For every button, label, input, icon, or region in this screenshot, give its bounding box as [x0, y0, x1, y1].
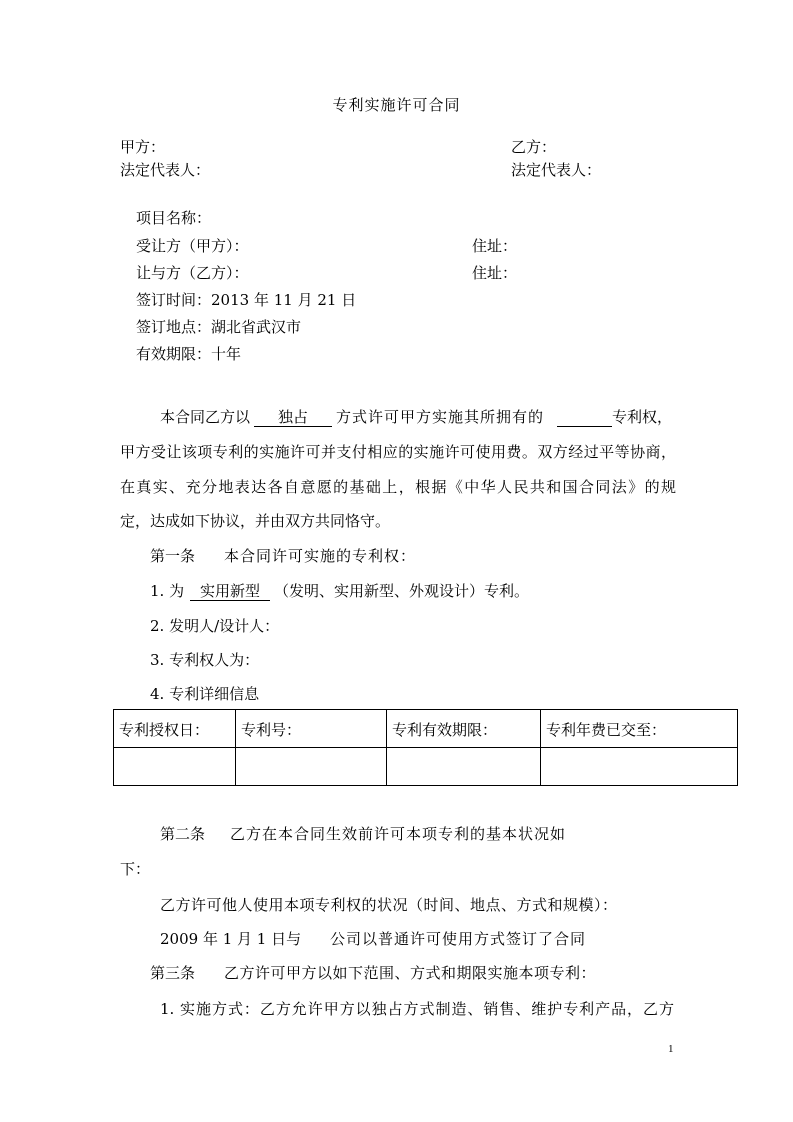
preamble-text-start: 本合同乙方以 [160, 408, 251, 426]
preamble-line-2: 甲方受让该项专利的实施许可并支付相应的实施许可使用费。双方经过平等协商， [120, 443, 676, 461]
article-3-title: 乙方许可甲方以如下范围、方式和期限实施本项专利： [224, 964, 597, 982]
article-2-status-intro: 乙方许可他人使用本项专利权的状况（时间、地点、方式和规模）： [160, 896, 618, 914]
assignor-label: 让与方（乙方）： [136, 264, 249, 282]
assignee-address-label: 住址： [472, 237, 518, 255]
article-3-heading: 第三条 [150, 964, 196, 982]
patent-blank-underline [557, 408, 612, 427]
article-1-item-4: 4. 专利详细信息 [150, 685, 260, 703]
header-grant-date: 专利授权日： [114, 710, 236, 748]
table-cell [236, 748, 387, 786]
table-row [114, 748, 738, 786]
party-b-representative-label: 法定代表人： [511, 161, 602, 179]
header-validity: 专利有效期限： [387, 710, 541, 748]
article-2-status-detail: 公司以普通许可使用方式签订了合同 [330, 930, 587, 948]
assignor-address-label: 住址： [472, 264, 518, 282]
sign-place: 签订地点：湖北省武汉市 [136, 318, 302, 336]
party-a-label: 甲方： [120, 138, 166, 156]
article-3-item-1: 1. 实施方式：乙方允许甲方以独占方式制造、销售、维护专利产品，乙方 [160, 1000, 674, 1018]
document-title: 专利实施许可合同 [332, 96, 461, 114]
article-2-title: 乙方在本合同生效前许可本项专利的基本状况如 [230, 825, 567, 843]
article-1-heading: 第一条 [150, 547, 196, 565]
patent-details-table [113, 709, 738, 786]
preamble-text-end: 专利权， [612, 408, 673, 426]
article-1-item-3: 3. 专利权人为： [150, 651, 260, 669]
preamble-line-4: 定，达成如下协议，并由双方共同恪守。 [120, 512, 391, 530]
license-mode-underlined: 独占 [254, 408, 332, 427]
validity-period: 有效期限：十年 [136, 345, 242, 363]
article-2-title-continued: 下： [120, 860, 151, 878]
article-1-item-2: 2. 发明人/设计人： [150, 617, 280, 635]
party-b-label: 乙方： [511, 138, 557, 156]
article-2-status-date: 2009 年 1 月 1 日与 [160, 930, 302, 948]
table-cell [541, 748, 738, 786]
assignee-label: 受让方（甲方）： [136, 237, 249, 255]
article-1-title: 本合同许可实施的专利权： [224, 547, 417, 565]
article-2-heading: 第二条 [160, 825, 206, 843]
article-1-item-1-prefix: 1. 为 [150, 582, 185, 600]
table-header-row [114, 710, 738, 748]
party-a-representative-label: 法定代表人： [120, 161, 211, 179]
article-1-item-1-suffix: （发明、实用新型、外观设计）专利。 [274, 582, 530, 600]
patent-type-underlined: 实用新型 [190, 582, 270, 601]
header-patent-number: 专利号： [236, 710, 387, 748]
header-annual-fee: 专利年费已交至： [541, 710, 738, 748]
page-number: 1 [668, 1043, 674, 1055]
project-name-label: 项目名称： [136, 209, 212, 227]
sign-date: 签订时间：2013 年 11 月 21 日 [136, 291, 357, 309]
table-cell [387, 748, 541, 786]
table-cell [114, 748, 236, 786]
preamble-line-3: 在真实、充分地表达各自意愿的基础上，根据《中华人民共和国合同法》的规 [120, 478, 676, 496]
preamble-text-middle: 方式许可甲方实施其所拥有的 [336, 408, 545, 426]
